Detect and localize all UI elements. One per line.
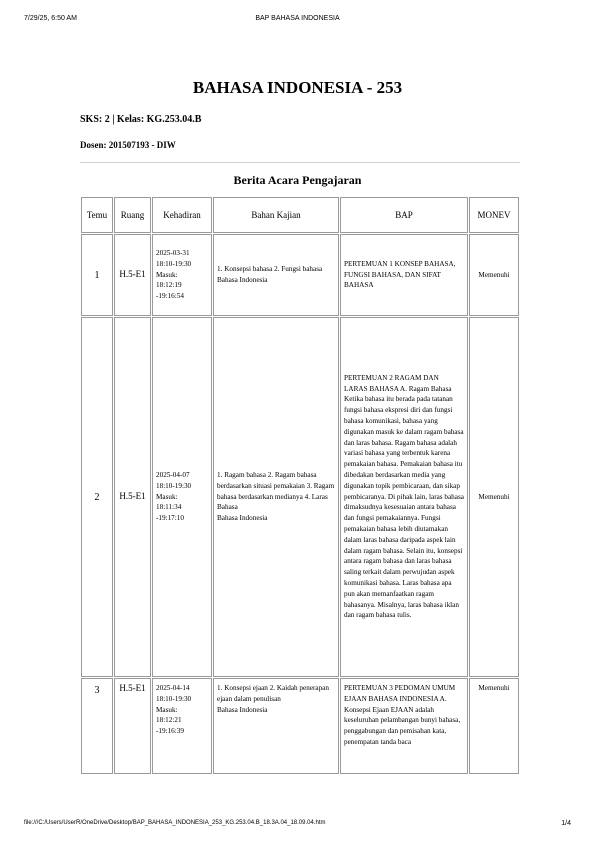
print-doc-title: BAP BAHASA INDONESIA [255, 15, 340, 22]
cell-bahan-kajian [213, 234, 339, 316]
kehadiran-masuk: 18:12:19 [156, 281, 182, 290]
kehadiran-masuk-label: Masuk: [156, 705, 178, 714]
kehadiran-time: 18:10-19:30 [156, 694, 192, 703]
kehadiran-masuk-label: Masuk: [156, 492, 178, 501]
kehadiran-time: 18:10-19:30 [156, 259, 192, 268]
kehadiran-date: 2025-04-14 [156, 684, 190, 692]
header-kehadiran: Kehadiran [152, 197, 212, 233]
cell-ruang: H.5-E1 [114, 317, 151, 677]
cell-monev: Memenuhi [469, 317, 519, 677]
bahan-subject: Bahasa Indonesia [217, 705, 268, 714]
table-header-row [81, 197, 519, 233]
kehadiran-keluar: -19:16:39 [156, 727, 184, 736]
cell-ruang: H.5-E1 [114, 234, 151, 316]
bahan-subject: Bahasa Indonesia [217, 514, 268, 523]
kehadiran-masuk-label: Masuk: [156, 270, 178, 279]
kehadiran-date: 2025-04-07 [156, 471, 190, 479]
bahan-topics: 1. Ragam bahasa 2. Ragam bahasa berdasarkan situasi pemakaian 3. Ragam bahasa berdasarkan medianya 4. Laras Bahasa [217, 471, 335, 512]
header-temu: Temu [81, 197, 113, 233]
cell-temu: 3 [81, 678, 113, 774]
cell-kehadiran [152, 678, 212, 774]
kehadiran-masuk: 18:11:34 [156, 503, 182, 512]
kehadiran-masuk: 18:12:21 [156, 716, 182, 725]
cell-monev: Memenuhi [469, 678, 519, 774]
cell-ruang: H.5-E1 [114, 678, 151, 774]
cell-temu: 2 [81, 317, 113, 677]
kehadiran-keluar: -19:16:54 [156, 292, 184, 301]
cell-monev: Memenuhi [469, 234, 519, 316]
cell-bap: PERTEMUAN 1 KONSEP BAHASA, FUNGSI BAHASA, DAN SIFAT BAHASA [340, 234, 468, 316]
dosen-info: Dosen: 201507193 - DIW [80, 140, 176, 150]
divider [80, 162, 520, 163]
kehadiran-date: 2025-03-31 [156, 249, 190, 257]
cell-kehadiran [152, 234, 212, 316]
page-title: BAHASA INDONESIA - 253 [192, 78, 403, 97]
kehadiran-keluar: -19:17:10 [156, 514, 184, 523]
header-ruang: Ruang [114, 197, 151, 233]
cell-kehadiran [152, 317, 212, 677]
print-datetime: 7/29/25, 6:50 AM [24, 15, 77, 22]
table-row [81, 317, 519, 677]
print-page-number: 1/4 [561, 820, 571, 827]
section-title: Berita Acara Pengajaran [233, 173, 362, 187]
sks-kelas-info: SKS: 2 | Kelas: KG.253.04.B [80, 114, 202, 125]
table-row [81, 678, 519, 774]
bap-table [80, 196, 520, 775]
kehadiran-time: 18:10-19:30 [156, 481, 192, 490]
bahan-topics: 1. Konsepsi bahasa 2. Fungsi bahasa [217, 265, 323, 274]
cell-bap: PERTEMUAN 3 PEDOMAN UMUM EJAAN BAHASA INDONESIA A. Konsepsi Ejaan EJAAN adalah keseluruhan pelambangan bunyi bahasa, penggabungan dan pemisahan kata, penempatan tanda baca [340, 678, 468, 774]
print-file-path: file:///C:/Users/UserR/OneDrive/Desktop/BAP_BAHASA_INDONESIA_253_KG.253.04.B_18.3A.04_18.09.04.htm [24, 820, 326, 826]
cell-bap: PERTEMUAN 2 RAGAM DAN LARAS BAHASA A. Ragam Bahasa Ketika bahasa itu berada pada tatanan fungsi bahasa ekspresi diri dan fungsi bahasa komunikasi, bahasa yang digunakan masuk ke dalam ragam bahasa dan laras bahasa. Ragam bahasa adalah variasi bahasa yang terbentuk karena pemakaian bahasa. Pemakaian bahasa itu dibedakan berdasarkan media yang digunakan topik pembicaraan, dan sikap pembicaranya. Di pihak lain, laras bahasa dimaksudnya kesesuaian antara bahasa dan fungsi pemakaiannya. Fungsi pemakaian bahasa lebih diutamakan dalam laras bahasa daripada aspek lain dalam ragam bahasa. Selain itu, konsepsi antara ragam bahasa dan laras bahasa saling terkait dalam perwujudan aspek komunikasi bahasa. Laras bahasa apa pun akan memanfaatkan ragam bahasanya. Misalnya, laras bahasa iklan dan ragam bahasa tulis. [340, 317, 468, 677]
bahan-topics: 1. Konsepsi ejaan 2. Kaidah penerapan ejaan dalam penulisan [217, 684, 329, 703]
table-row [81, 234, 519, 316]
header-bahan-kajian: Bahan Kajian [213, 197, 339, 233]
bahan-subject: Bahasa Indonesia [217, 276, 268, 284]
cell-temu: 1 [81, 234, 113, 316]
header-bap: BAP [340, 197, 468, 233]
cell-bahan-kajian [213, 317, 339, 677]
header-monev: MONEV [469, 197, 519, 233]
cell-bahan-kajian [213, 678, 339, 774]
